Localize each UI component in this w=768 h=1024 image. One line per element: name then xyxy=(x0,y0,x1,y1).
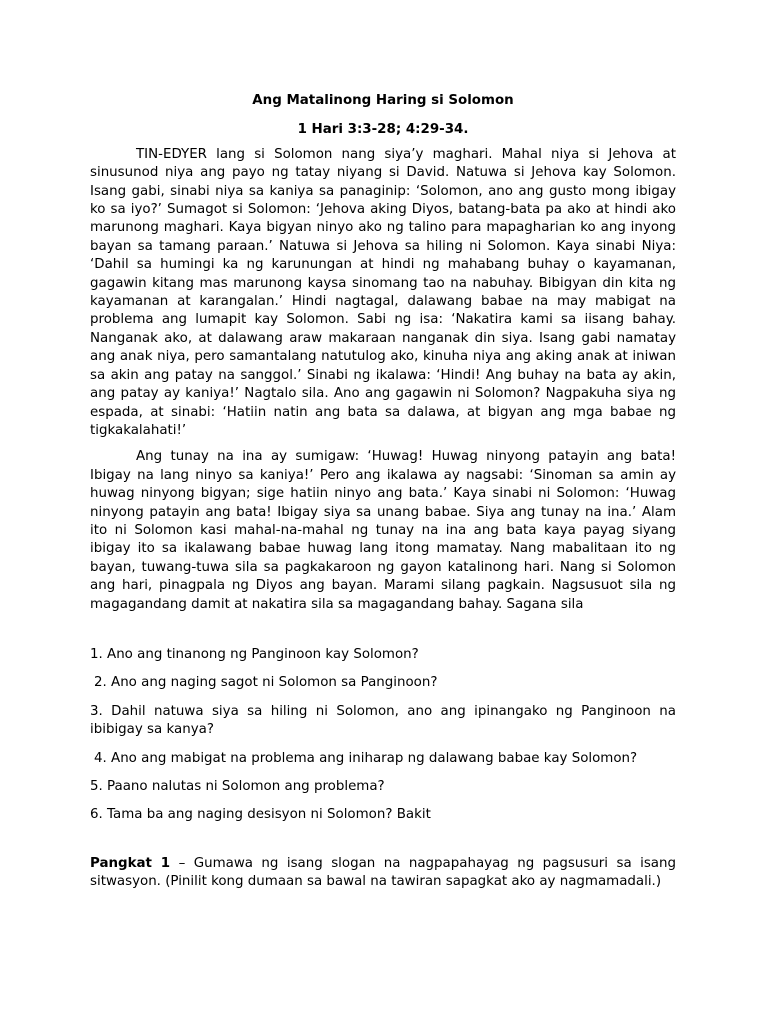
story-paragraph-2: Ang tunay na ina ay sumigaw: ‘Huwag! Huwag ninyong patayin ang bata! Ibigay na lang ninyo sa kaniya!’ Pero ang ikalawa ay nagsabi: ‘Sinoman sa amin ay huwag ninyong bigyan; sige hatiin ninyo ang bata.’ Kaya sinabi ni Solomon: ‘Huwag ninyong patayin ang bata! Ibigay siya sa unang babae. Siya ang tunay na ina.’ Alam ito ni Solomon kasi mahal-na-mahal ng tunay na ina ang bata kaya payag siyang ibigay ito sa ikalawang babae huwag lang itong mamatay. Nang mabalitaan ito ng bayan, tuwang-tuwa sila sa pagkakaroon ng gayon katalinong hari. Nang si Solomon ang hari, pinagpala ng Diyos ang bayan. Marami silang pagkain. Nagsusuot sila ng magagandang damit at nakatira sila sa magagandang bahay. Sagana sila xyxy=(90,449,676,612)
question-item: 6. Tama ba ang naging desisyon ni Solomon? Bakit xyxy=(90,807,431,823)
group-label: Pangkat 1 xyxy=(90,855,171,871)
group-task xyxy=(90,855,676,892)
group-instructions: – Gumawa ng isang slogan na nagpapahayag ng pagsusuri sa isang sitwasyon. (Pinilit kong dumaan sa bawal na tawiran sapagkat ako ay nagmamadali.) xyxy=(90,855,676,890)
question-list xyxy=(90,646,676,825)
story-paragraph-1: TIN-EDYER lang si Solomon nang siya’y maghari. Mahal niya si Jehova at sinusunod niya ang payo ng tatay niyang si David. Natuwa si Jehova kay Solomon. Isang gabi, sinabi niya sa kaniya sa panaginip: ‘Solomon, ano ang gusto mong ibigay ko sa iyo?’ Sumagot si Solomon: ‘Jehova aking Diyos, batang-bata pa ako at hindi ako marunong maghari. Kaya bigyan ninyo ako ng talino para mapagharian ko ang inyong bayan sa tamang paraan.’ Natuwa si Jehova sa hiling ni Solomon. Kaya sinabi Niya: ‘Dahil sa humingi ka ng karunungan at hindi ng mahabang buhay o kayamanan, gagawin kitang mas marunong kaysa sinomang tao na nabuhay. Bibigyan din kita ng kayamanan at karangalan.’ Hindi nagtagal, dalawang babae na may mabigat na problema ang lumapit kay Solomon. Sabi ng isa: ‘Nakatira kami sa iisang bahay. Nanganak ako, at dalawang araw makaraan nanganak din siya. Isang gabi namatay ang anak niya, pero samantalang natutulog ako, kinuha niya ang aking anak at iniwan sa akin ang patay na sanggol.’ Sinabi ng ikalawa: ‘Hindi! Ang buhay na bata ay akin, ang patay ay kaniya!’ Nagtalo sila. Ano ang gagawin ni Solomon? Nagpakuha siya ng espada, at sinabi: ‘Hatiin natin ang bata sa dalawa, at bigyan ang mga babae ng tigkakalahati!’ xyxy=(90,146,676,438)
document-title: Ang Matalinong Haring si Solomon xyxy=(252,93,514,108)
question-item: 5. Paano nalutas ni Solomon ang problema? xyxy=(90,779,385,794)
scripture-reference: 1 Hari 3:3-28; 4:29-34. xyxy=(297,122,469,138)
question-item: 4. Ano ang mabigat na problema ang iniharap ng dalawang babae kay Solomon? xyxy=(94,750,638,766)
question-item: 1. Ano ang tinanong ng Panginoon kay Solomon? xyxy=(90,646,419,662)
question-item: 2. Ano ang naging sagot ni Solomon sa Panginoon? xyxy=(94,675,438,691)
document-page xyxy=(90,92,676,892)
question-item: 3. Dahil natuwa siya sa hiling ni Solomon, ano ang ipinangako ng Panginoon na ibibigay sa kanya? xyxy=(90,703,676,738)
